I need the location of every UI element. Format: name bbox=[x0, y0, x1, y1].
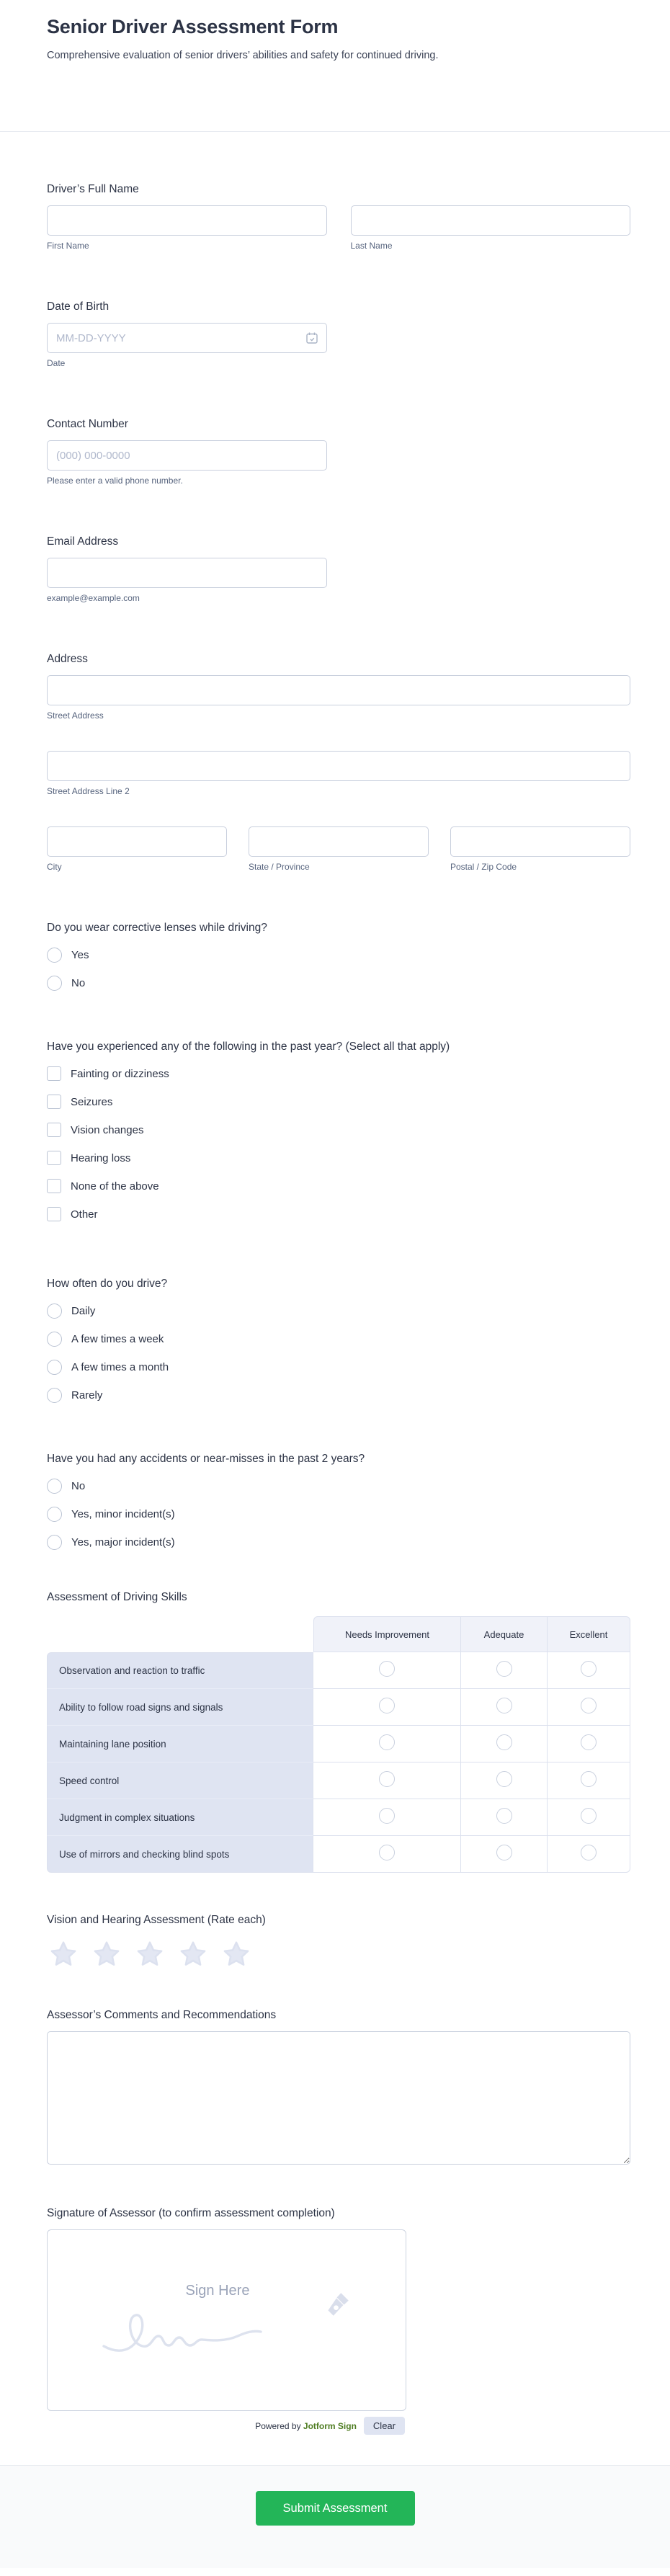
matrix-radio[interactable] bbox=[581, 1771, 597, 1787]
city-input[interactable] bbox=[47, 826, 227, 857]
street-address2-input[interactable] bbox=[47, 751, 630, 781]
question-label: Assessor’s Comments and Recommendations bbox=[47, 2009, 277, 2022]
matrix-radio[interactable] bbox=[496, 1845, 512, 1860]
question-label: How often do you drive? bbox=[47, 1278, 168, 1291]
condition-option[interactable]: Other bbox=[47, 1206, 630, 1222]
star-icon[interactable] bbox=[220, 1939, 253, 1971]
radio-button[interactable] bbox=[47, 976, 62, 991]
radio-button[interactable] bbox=[47, 1332, 62, 1347]
comments-textarea[interactable] bbox=[47, 2031, 630, 2165]
question-contact-number bbox=[47, 417, 630, 486]
lenses-option-no[interactable]: No bbox=[47, 975, 630, 991]
matrix-column-header: Needs Improvement bbox=[313, 1616, 461, 1652]
frequency-option[interactable]: Daily bbox=[47, 1303, 630, 1319]
matrix-radio[interactable] bbox=[581, 1845, 597, 1860]
condition-option[interactable]: Fainting or dizziness bbox=[47, 1066, 630, 1082]
question-comments bbox=[47, 2008, 630, 2165]
matrix-radio[interactable] bbox=[581, 1661, 597, 1677]
checkbox[interactable] bbox=[47, 1066, 61, 1081]
calendar-icon[interactable] bbox=[305, 331, 318, 348]
zip-sublabel: Postal / Zip Code bbox=[450, 862, 517, 873]
question-conditions bbox=[47, 1040, 630, 1222]
submit-button[interactable]: Submit Assessment bbox=[256, 2491, 415, 2526]
jotform-sign-link[interactable]: Jotform Sign bbox=[303, 2420, 357, 2431]
last-name-input[interactable] bbox=[351, 205, 631, 236]
question-label: Signature of Assessor (to confirm assessment completion) bbox=[47, 2207, 335, 2220]
form-subtitle: Comprehensive evaluation of senior drivers’ abilities and safety for continued driving. bbox=[47, 50, 439, 61]
skills-matrix-table bbox=[47, 1616, 630, 1873]
header-divider bbox=[0, 131, 670, 132]
question-address bbox=[47, 652, 630, 872]
email-sublabel: example@example.com bbox=[47, 593, 140, 604]
accidents-option[interactable]: No bbox=[47, 1478, 630, 1494]
state-block bbox=[249, 826, 429, 872]
first-name-block bbox=[47, 205, 327, 251]
question-label: Email Address bbox=[47, 535, 119, 548]
condition-option[interactable]: Hearing loss bbox=[47, 1150, 630, 1166]
matrix-row-label: Use of mirrors and checking blind spots bbox=[47, 1836, 313, 1873]
star-icon[interactable] bbox=[133, 1939, 166, 1971]
city-sublabel: City bbox=[47, 862, 62, 873]
star-icon[interactable] bbox=[47, 1939, 80, 1971]
form-header bbox=[0, 0, 670, 63]
accidents-option[interactable]: Yes, major incident(s) bbox=[47, 1534, 630, 1550]
dob-sublabel: Date bbox=[47, 358, 66, 369]
name-fields bbox=[47, 205, 630, 251]
checkbox[interactable] bbox=[47, 1123, 61, 1137]
matrix-radio[interactable] bbox=[379, 1771, 395, 1787]
radio-button[interactable] bbox=[47, 1360, 62, 1375]
matrix-radio[interactable] bbox=[379, 1661, 395, 1677]
frequency-option[interactable]: A few times a month bbox=[47, 1359, 630, 1375]
question-label: Driver’s Full Name bbox=[47, 183, 139, 196]
question-label: Do you wear corrective lenses while driving? bbox=[47, 922, 267, 935]
matrix-corner-cell bbox=[47, 1616, 313, 1652]
question-corrective-lenses bbox=[47, 921, 630, 991]
phone-sublabel: Please enter a valid phone number. bbox=[47, 476, 183, 486]
matrix-row bbox=[47, 1652, 630, 1689]
radio-button[interactable] bbox=[47, 1507, 62, 1522]
email-input[interactable] bbox=[47, 558, 327, 588]
state-input[interactable] bbox=[249, 826, 429, 857]
phone-input[interactable] bbox=[47, 440, 327, 471]
matrix-radio[interactable] bbox=[379, 1734, 395, 1750]
matrix-radio[interactable] bbox=[379, 1698, 395, 1713]
question-date-of-birth bbox=[47, 300, 630, 368]
form-title: Senior Driver Assessment Form bbox=[47, 16, 339, 37]
frequency-option[interactable]: Rarely bbox=[47, 1387, 630, 1403]
question-driving-frequency bbox=[47, 1277, 630, 1403]
matrix-radio[interactable] bbox=[496, 1734, 512, 1750]
question-skills-matrix bbox=[47, 1590, 630, 1873]
dob-field bbox=[47, 323, 327, 353]
zip-input[interactable] bbox=[450, 826, 630, 857]
question-email bbox=[47, 535, 630, 603]
matrix-row bbox=[47, 1836, 630, 1873]
matrix-row bbox=[47, 1689, 630, 1726]
pen-icon bbox=[321, 2290, 352, 2320]
question-label: Have you experienced any of the following in the past year? (Select all that apply) bbox=[47, 1040, 450, 1053]
street-address-input[interactable] bbox=[47, 675, 630, 705]
matrix-radio[interactable] bbox=[581, 1698, 597, 1713]
matrix-row bbox=[47, 1799, 630, 1836]
street-address2-sublabel: Street Address Line 2 bbox=[47, 786, 130, 797]
matrix-row-label: Ability to follow road signs and signals bbox=[47, 1689, 313, 1726]
question-label: Assessment of Driving Skills bbox=[47, 1591, 187, 1604]
matrix-radio[interactable] bbox=[496, 1808, 512, 1824]
state-sublabel: State / Province bbox=[249, 862, 310, 873]
form-body bbox=[0, 182, 670, 2465]
checkbox[interactable] bbox=[47, 1151, 61, 1165]
matrix-radio[interactable] bbox=[581, 1734, 597, 1750]
accidents-option[interactable]: Yes, minor incident(s) bbox=[47, 1506, 630, 1522]
matrix-column-header: Excellent bbox=[548, 1616, 630, 1652]
radio-button[interactable] bbox=[47, 1388, 62, 1403]
condition-option[interactable]: Seizures bbox=[47, 1094, 630, 1110]
street-address-sublabel: Street Address bbox=[47, 710, 104, 721]
matrix-radio[interactable] bbox=[379, 1845, 395, 1860]
star-rating bbox=[47, 1939, 630, 1971]
radio-button[interactable] bbox=[47, 1535, 62, 1550]
star-icon[interactable] bbox=[177, 1939, 210, 1971]
checkbox[interactable] bbox=[47, 1207, 61, 1221]
signature-pad[interactable] bbox=[47, 2229, 406, 2411]
checkbox[interactable] bbox=[47, 1095, 61, 1109]
question-label: Date of Birth bbox=[47, 300, 110, 313]
radio-button[interactable] bbox=[47, 1303, 62, 1319]
first-name-sublabel: First Name bbox=[47, 241, 89, 251]
zip-block bbox=[450, 826, 630, 872]
signature-squiggle bbox=[101, 2306, 271, 2358]
condition-option[interactable]: None of the above bbox=[47, 1178, 630, 1194]
matrix-radio[interactable] bbox=[581, 1808, 597, 1824]
question-label: Address bbox=[47, 653, 88, 666]
matrix-row-label: Observation and reaction to traffic bbox=[47, 1652, 313, 1689]
dob-input[interactable] bbox=[47, 323, 327, 353]
lenses-option-yes[interactable]: Yes bbox=[47, 947, 630, 963]
radio-button[interactable] bbox=[47, 1479, 62, 1494]
question-vision-hearing-rating bbox=[47, 1913, 630, 1971]
signature-footer bbox=[47, 2417, 405, 2435]
powered-by-text: Powered by bbox=[255, 2420, 301, 2431]
matrix-column-header: Adequate bbox=[461, 1616, 548, 1652]
sign-here-text: Sign Here bbox=[185, 2283, 250, 2299]
question-signature bbox=[47, 2206, 630, 2435]
frequency-option[interactable]: A few times a week bbox=[47, 1331, 630, 1347]
radio-button[interactable] bbox=[47, 948, 62, 963]
matrix-radio[interactable] bbox=[496, 1698, 512, 1713]
matrix-row-label: Speed control bbox=[47, 1762, 313, 1799]
question-label: Vision and Hearing Assessment (Rate each) bbox=[47, 1914, 266, 1927]
checkbox[interactable] bbox=[47, 1179, 61, 1193]
form-footer bbox=[0, 2465, 670, 2568]
last-name-sublabel: Last Name bbox=[350, 241, 393, 251]
question-accidents bbox=[47, 1452, 630, 1550]
question-label: Contact Number bbox=[47, 418, 128, 431]
question-label: Have you had any accidents or near-misses in the past 2 years? bbox=[47, 1453, 365, 1466]
matrix-radio[interactable] bbox=[379, 1808, 395, 1824]
question-full-name bbox=[47, 182, 630, 251]
matrix-row bbox=[47, 1726, 630, 1762]
first-name-input[interactable] bbox=[47, 205, 327, 236]
city-block bbox=[47, 826, 227, 872]
matrix-row-label: Maintaining lane position bbox=[47, 1726, 313, 1762]
last-name-block bbox=[351, 205, 631, 251]
matrix-radio[interactable] bbox=[496, 1661, 512, 1677]
matrix-row-label: Judgment in complex situations bbox=[47, 1799, 313, 1836]
clear-signature-button[interactable]: Clear bbox=[364, 2417, 405, 2435]
matrix-radio[interactable] bbox=[496, 1771, 512, 1787]
star-icon[interactable] bbox=[90, 1939, 123, 1971]
matrix-row bbox=[47, 1762, 630, 1799]
condition-option[interactable]: Vision changes bbox=[47, 1122, 630, 1138]
